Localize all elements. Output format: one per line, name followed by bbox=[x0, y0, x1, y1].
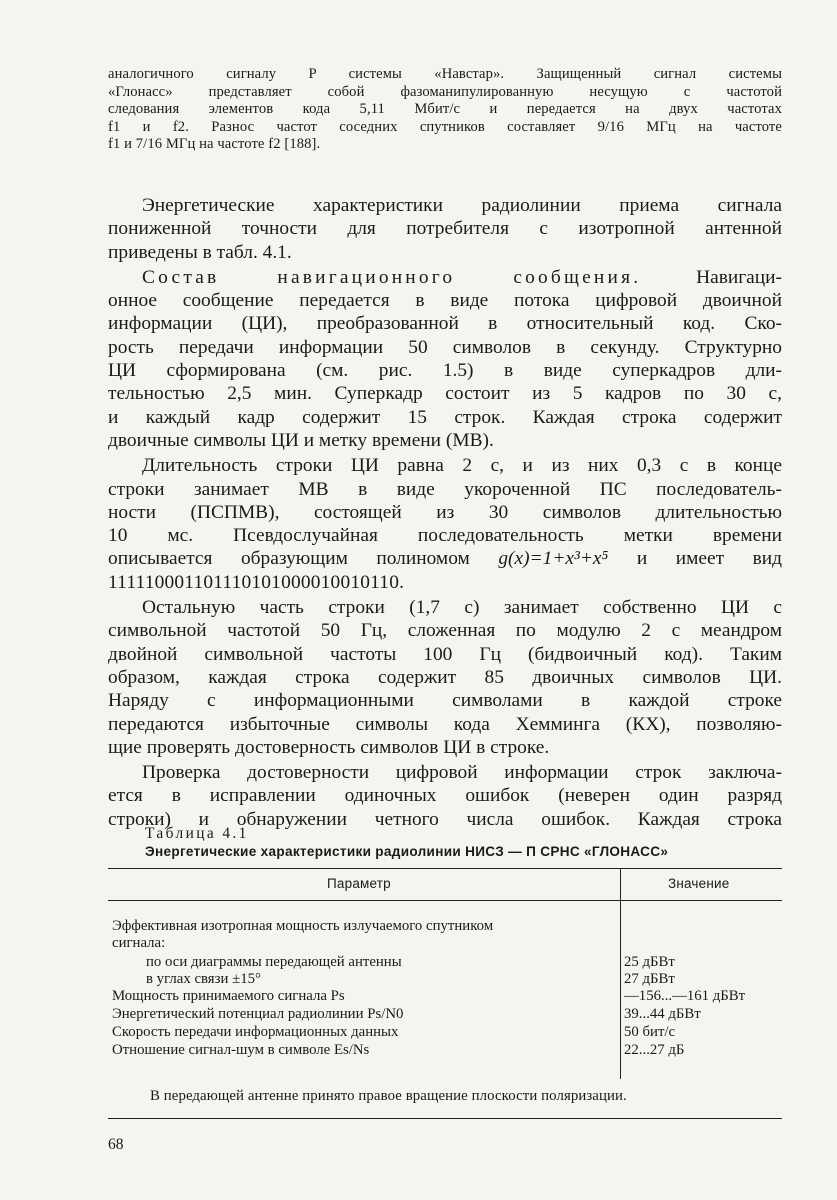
text-line bbox=[108, 547, 782, 570]
intro-line: «Глонасс» представляет собой фазоманипулированную несущую с частотой bbox=[108, 83, 782, 100]
text-fragment: и имеет вид bbox=[636, 548, 782, 570]
text-line: передаются избыточные символы кода Хемминга (КХ), позволяю- bbox=[108, 713, 782, 735]
table-top-rule bbox=[108, 868, 782, 869]
intro-line: f1 и f2. Разнос частот соседних спутников составляет 9/16 МГц на частоте bbox=[108, 118, 782, 135]
table-row-param: по оси диаграммы передающей антенны bbox=[146, 954, 402, 970]
text-line: 10 мс. Псевдослучайная последовательность метки времени bbox=[108, 525, 782, 547]
text-line: Длительность строки ЦИ равна 2 с, и из них 0,3 с в конце bbox=[142, 455, 782, 477]
paragraph-line-duration bbox=[108, 454, 782, 594]
text-line: Остальную часть строки (1,7 с) занимает собственно ЦИ с bbox=[142, 597, 782, 619]
text-line: символьной частотой 50 Гц, сложенная по модулю 2 с меандром bbox=[108, 620, 782, 642]
text-line: строки) и обнаружении четного числа ошибок. Каждая строка bbox=[108, 808, 782, 830]
text-line: строки занимает МВ в виде укороченной ПС последователь- bbox=[108, 478, 782, 500]
text-line: щие проверять достоверность символов ЦИ в строке. bbox=[108, 736, 550, 758]
text-line: Проверка достоверности цифровой информации строк заключа- bbox=[142, 762, 782, 784]
section-heading: Состав навигационного сообщения. bbox=[142, 266, 642, 288]
table-footnote: В передающей антенне принято правое вращение плоскости поляризации. bbox=[150, 1088, 627, 1104]
table-header-rule bbox=[108, 900, 782, 901]
paragraph-verification bbox=[108, 761, 782, 831]
text-line: пониженной точности для потребителя с изотропной антенной bbox=[108, 218, 782, 240]
intro-paragraph bbox=[108, 66, 782, 154]
text-line bbox=[108, 266, 782, 289]
table-column-divider bbox=[620, 868, 621, 1079]
text-line: двоичные символы ЦИ и метку времени (МВ). bbox=[108, 429, 494, 451]
table-row-param: Скорость передачи информационных данных bbox=[112, 1024, 399, 1040]
text-line: онное сообщение передается в виде потока цифровой двоичной bbox=[108, 290, 782, 312]
intro-line bbox=[108, 66, 782, 84]
text-line: тельностью 2,5 мин. Суперкадр состоит из 5 кадров по 30 с, bbox=[108, 383, 782, 405]
table-row-value: 27 дБВт bbox=[624, 971, 675, 987]
table-row-param: сигнала: bbox=[112, 935, 166, 951]
table-row-value: 25 дБВт bbox=[624, 954, 675, 970]
table-title: Энергетические характеристики радиолинии НИСЗ — П СРНС «ГЛОНАСС» bbox=[145, 844, 669, 859]
text-line: приведены в табл. 4.1. bbox=[108, 241, 292, 263]
paragraph-nav-message bbox=[108, 266, 782, 452]
text-fragment: описывается образующим полиномом bbox=[108, 548, 470, 570]
table-row-value: 50 бит/с bbox=[624, 1024, 676, 1040]
table-row-param: Энергетический потенциал радиолинии Ps/N0 bbox=[112, 1006, 404, 1022]
text-line: рость передачи информации 50 символов в секунду. Структурно bbox=[108, 336, 782, 358]
table-row-value: —156...—161 дБВт bbox=[624, 988, 746, 1004]
table-row-param: Мощность принимаемого сигнала Ps bbox=[112, 988, 345, 1004]
text-line: ности (ПСПМВ), состоящей из 30 символов длительностью bbox=[108, 501, 782, 523]
polynomial-formula: g(x)=1+x³+x⁵ bbox=[498, 548, 609, 570]
table-header-param: Параметр bbox=[327, 876, 391, 891]
table-label: Таблица 4.1 bbox=[145, 825, 249, 842]
page-number: 68 bbox=[108, 1136, 124, 1153]
table-row-param: в углах связи ±15° bbox=[146, 971, 261, 987]
page-body bbox=[108, 66, 782, 831]
text-line: ЦИ сформирована (см. рис. 1.5) в виде суперкадров дли- bbox=[108, 360, 782, 382]
table-row-value: 39...44 дБВт bbox=[624, 1006, 701, 1022]
text-line: двойной символьной частоты 100 Гц (бидвоичный код). Таким bbox=[108, 643, 782, 665]
table-row-param: Отношение сигнал-шум в символе Es/Ns bbox=[112, 1042, 370, 1058]
text-line: информации (ЦИ), преобразованной в относительный код. Ско- bbox=[108, 313, 782, 335]
table-row-value: 22...27 дБ bbox=[624, 1042, 685, 1058]
table-caption bbox=[145, 825, 785, 859]
binary-sequence: 111110001101110101000010010110. bbox=[108, 571, 405, 593]
text-line: Энергетические характеристики радиолинии приема сигнала bbox=[142, 194, 782, 216]
paragraph-energy bbox=[108, 194, 782, 264]
text-line: ется в исправлении одиночных ошибок (неверен один разряд bbox=[108, 785, 782, 807]
table-header-value: Значение bbox=[668, 876, 730, 891]
text-fragment: Навигаци- bbox=[696, 266, 782, 288]
intro-line-1: аналогичного сигналу P системы «Навстар». Защищенный сигнал системы bbox=[108, 66, 782, 82]
intro-line: следования элементов кода 5,11 Мбит/с и передается на двух частотах bbox=[108, 101, 782, 118]
text-line: образом, каждая строка содержит 85 двоичных символов ЦИ. bbox=[108, 666, 782, 688]
intro-line: f1 и 7/16 МГц на частоте f2 [188]. bbox=[108, 136, 321, 153]
table-row-param: Эффективная изотропная мощность излучаемого спутником bbox=[112, 918, 494, 934]
text-line: Наряду с информационными символами в каждой строке bbox=[108, 690, 782, 712]
text-line: и каждый кадр содержит 15 строк. Каждая строка содержит bbox=[108, 406, 782, 428]
table-bottom-rule bbox=[108, 1118, 782, 1119]
paragraph-remaining bbox=[108, 596, 782, 759]
